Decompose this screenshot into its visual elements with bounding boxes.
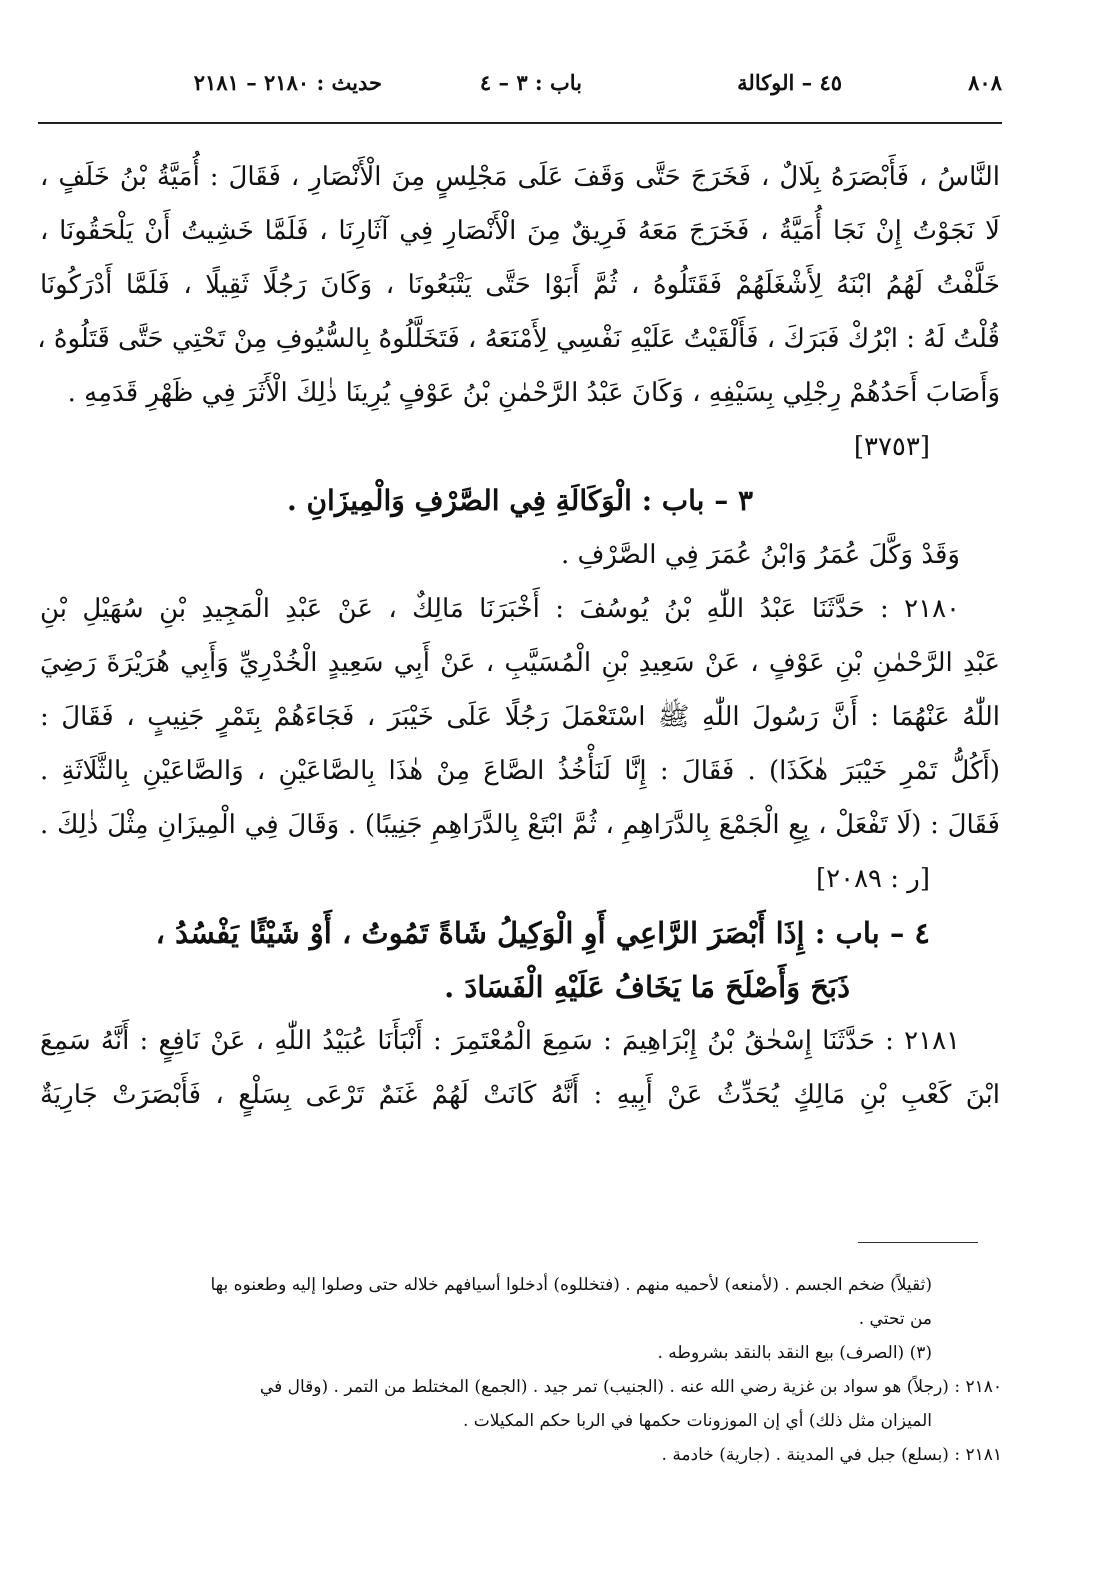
text-line: وَأَصَابَ أَحَدُهُمْ رِجْلِي بِسَيْفِهِ ، وَكَانَ عَبْدُ الرَّحْمٰنِ بْنُ عَوْفٍ يُرِينَا ذٰلِكَ الْأَثَرَ فِي ظَهْرِ قَدَمِهِ .: [67, 378, 1000, 408]
hadith-line: ابْنَ كَعْبِ بْنِ مَالِكٍ يُحَدِّثُ عَنْ أَبِيهِ : أَنَّهُ كَانَتْ لَهُمْ غَنَمٌ تَرْعَى بِسَلْعٍ ، فَأَبْصَرَتْ جَارِيَةٌ: [40, 1080, 1000, 1110]
hadith-line: ٢١٨١ : حَدَّثَنَا إِسْحٰقُ بْنُ إِبْرَاهِيمَ : سَمِعَ الْمُعْتَمِرَ : أَنْبَأَنَا عُبَيْدُ اللّٰهِ ، عَنْ نَافِعٍ : أَنَّهُ سَمِعَ: [40, 1026, 960, 1056]
text-line: النَّاسُ ، فَأَبْصَرَهُ بِلَالٌ ، فَخَرَجَ حَتَّى وَقَفَ عَلَى مَجْلِسٍ مِنَ الْأَنْصَارِ ، فَقَالَ : أُمَيَّةُ بْنُ خَلَفٍ ،: [40, 162, 1000, 192]
chapter-note: وَقَدْ وَكَّلَ عُمَرُ وَابْنُ عُمَرَ فِي الصَّرْفِ .: [560, 540, 960, 570]
cross-reference: [٣٧٥٣]: [853, 432, 930, 462]
footnote-line: (ثقيلاً) ضخم الجسم . (لأمنعه) لأحميه منهم . (فتخللوه) أدخلوا أسيافهم خلاله حتى وصلوا إليه وطعنوه بها: [210, 1275, 932, 1295]
page-number: ٨٠٨: [968, 70, 1002, 95]
footnote-line: الميزان مثل ذلك) أي إن الموزونات حكمها في الربا حكم المكيلات .: [462, 1411, 932, 1431]
footnote-line: ٢١٨١ : (بسلع) جبل في المدينة . (جارية) خادمة .: [661, 1445, 1002, 1465]
footnotes: [40, 1268, 1002, 1472]
hadith-line: (أَكُلُّ تَمْرِ خَيْبَرَ هٰكَذَا) . فَقَالَ : إِنَّا لَنَأْخُذُ الصَّاعَ مِنْ هٰذَا بِالصَّاعَيْنِ ، وَالصَّاعَيْنِ بِالثَّلَاثَةِ .: [40, 756, 1000, 786]
hadith-range: حديث : ٢١٨٠ – ٢١٨١: [193, 70, 382, 95]
footnote-line: (٣) (الصرف) بيع النقد بالنقد بشروطه .: [657, 1343, 932, 1363]
footnote-line: من تحتي .: [858, 1309, 932, 1329]
running-header: [40, 70, 1002, 102]
main-text: [37, 150, 1000, 1122]
hadith-line: ٢١٨٠ : حَدَّثَنَا عَبْدُ اللّٰهِ بْنُ يُوسُفَ : أَخْبَرَنَا مَالِكٌ ، عَنْ عَبْدِ الْمَجِيدِ بْنِ سُهَيْلِ بْنِ: [40, 594, 960, 624]
cross-reference: [ر : ٢٠٨٩]: [815, 864, 930, 894]
footnote-divider: [858, 1242, 978, 1243]
hadith-line: عَبْدِ الرَّحْمٰنِ بْنِ عَوْفٍ ، عَنْ سَعِيدِ بْنِ الْمُسَيَّبِ ، عَنْ أَبِي سَعِيدٍ الْخُدْرِيِّ وَأَبِي هُرَيْرَةَ رَضِيَ: [40, 648, 1000, 678]
hadith-line: اللّٰهُ عَنْهُمَا : أَنَّ رَسُولَ اللّٰهِ ﷺ اسْتَعْمَلَ رَجُلًا عَلَى خَيْبَرَ ، فَجَاءَهُمْ بِتَمْرٍ جَنِيبٍ ، فَقَالَ :: [40, 702, 1000, 732]
chapter-heading-continued: ذَبَحَ وَأَصْلَحَ مَا يَخَافُ عَلَيْهِ الْفَسَادَ .: [444, 970, 850, 1004]
header-divider: [38, 122, 1002, 124]
chapter-heading: ٤ – باب : إِذَا أَبْصَرَ الرَّاعِي أَوِ الْوَكِيلُ شَاةً تَمُوتُ ، أَوْ شَيْئًا يَفْسُدُ ،: [155, 916, 930, 950]
hadith-line: فَقَالَ : (لَا تَفْعَلْ ، بِعِ الْجَمْعَ بِالدَّرَاهِمِ ، ثُمَّ ابْتَعْ بِالدَّرَاهِمِ جَنِيبًا) . وَقَالَ فِي الْمِيزَانِ مِثْلَ ذٰلِكَ .: [40, 810, 1000, 840]
chapter-range: باب : ٣ – ٤: [479, 70, 582, 95]
chapter-heading: ٣ – باب : الْوَكَالَةِ فِي الصَّرْفِ وَالْمِيزَانِ .: [286, 484, 754, 517]
book-title: ٤٥ – الوكالة: [737, 70, 842, 95]
footnote-line: ٢١٨٠ : (رجلاً) هو سواد بن غزية رضي الله عنه . (الجنيب) تمر جيد . (الجمع) المختلط من التمر . (وقال في: [259, 1377, 1002, 1397]
text-line: خَلَّفْتُ لَهُمُ ابْنَهُ لِأَشْغَلَهُمْ فَقَتَلُوهُ ، ثُمَّ أَبَوْا حَتَّى يَتْبَعُونَا ، وَكَانَ رَجُلًا ثَقِيلًا ، فَلَمَّا أَدْرَكُونَا: [40, 270, 1000, 300]
text-line: قُلْتُ لَهُ : ابْرُكْ فَبَرَكَ ، فَأَلْقَيْتُ عَلَيْهِ نَفْسِي لِأَمْنَعَهُ ، فَتَخَلَّلُوهُ بِالسُّيُوفِ مِنْ تَحْتِي حَتَّى قَتَلُوهُ ،: [37, 324, 1000, 354]
text-line: لَا نَجَوْتُ إِنْ نَجَا أُمَيَّةُ ، فَخَرَجَ مَعَهُ فَرِيقٌ مِنَ الْأَنْصَارِ فِي آثَارِنَا ، فَلَمَّا خَشِيتُ أَنْ يَلْحَقُونَا ،: [40, 216, 1000, 246]
